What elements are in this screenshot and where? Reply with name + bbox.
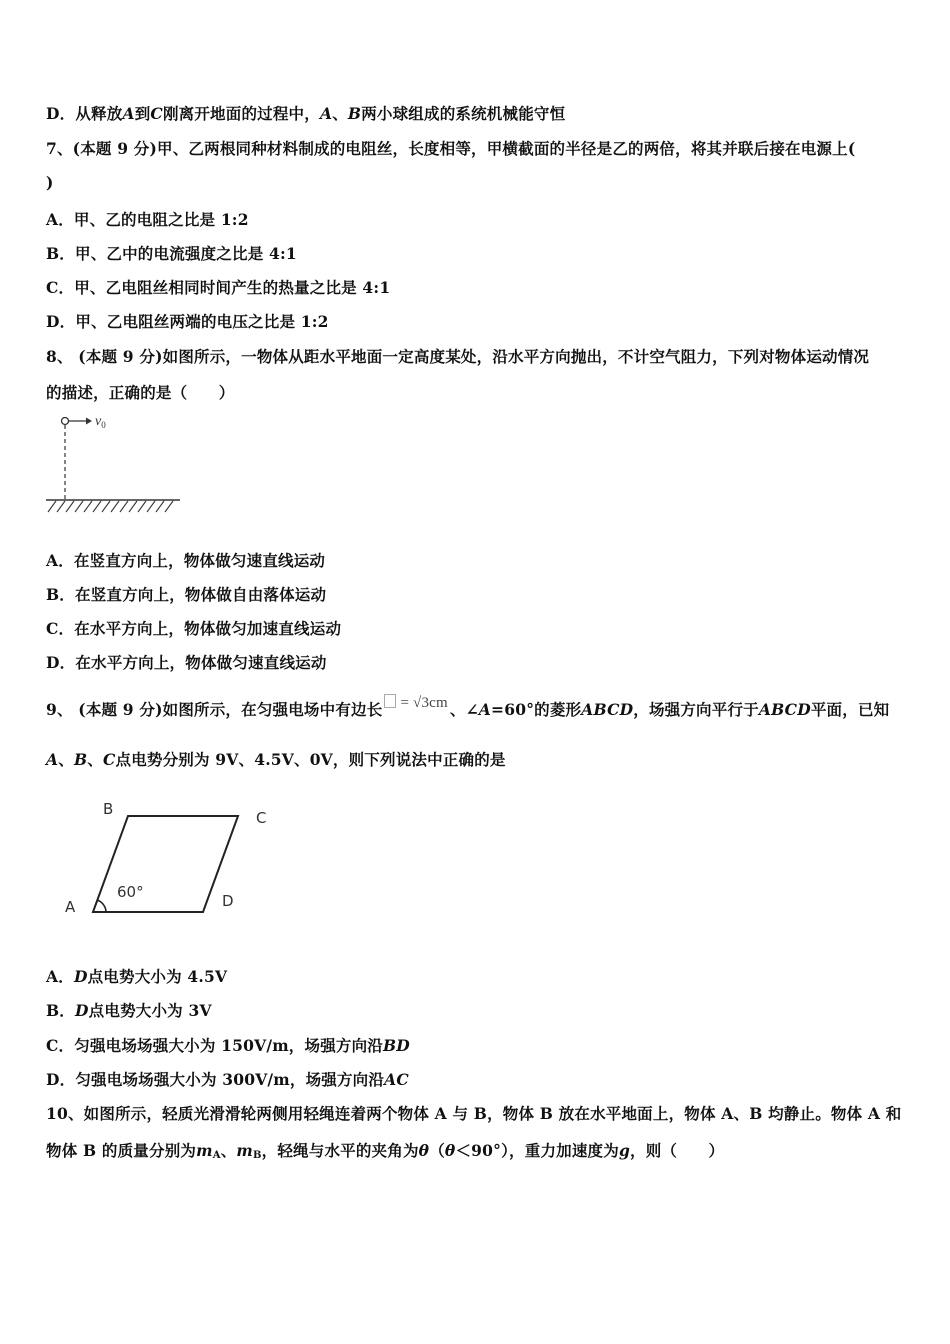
q9-stem-text: =60°的菱形	[491, 700, 582, 719]
velocity-arrowhead	[86, 418, 92, 425]
q7-stem-line1: 7、(本题 9 分)甲、乙两根同种材料制成的电阻丝，长度相等，甲横截面的半径是乙的两倍，将其并联后接在电源上(	[46, 139, 856, 158]
q9-stem-text: 平面，已知	[810, 700, 890, 719]
q8-stem-line1: 8、 (本题 9 分)如图所示，一物体从距水平地面一定高度某处，沿水平方向抛出，不计空气阻力，下列对物体运动情况	[46, 347, 870, 366]
q9-stem-line1	[46, 695, 890, 720]
subscript-a: A	[212, 1150, 221, 1161]
var-b: B	[73, 750, 88, 769]
q6-option-d-text: 两小球组成的系统机械能守恒	[361, 104, 566, 123]
vertex-label-a: A	[65, 898, 76, 916]
var-c: C	[150, 104, 163, 123]
q10-stem-text: 、	[220, 1141, 237, 1160]
q9-stem-text: ，场强方向平行于	[633, 700, 759, 719]
var-a: A	[319, 104, 333, 123]
option-prefix: B．	[46, 1001, 76, 1020]
q7-option-b: B．甲、乙中的电流强度之比是 4:1	[46, 244, 297, 263]
q6-option-d	[46, 102, 565, 124]
option-text: 匀强电场场强大小为 150V/m，场强方向沿	[74, 1036, 383, 1055]
var-abcd: ABCD	[758, 700, 811, 719]
var-d: D	[73, 967, 88, 986]
var-g: g	[618, 1141, 630, 1160]
subscript-b: B	[253, 1150, 262, 1161]
ground-hatching	[48, 501, 173, 512]
q7-option-d: D．甲、乙电阻丝两端的电压之比是 1:2	[46, 312, 329, 331]
var-b: B	[347, 104, 362, 123]
option-prefix: C．	[46, 1036, 75, 1055]
var-abcd: ABCD	[581, 700, 634, 719]
q10-stem-text: ，轻绳与水平的夹角为	[261, 1141, 419, 1160]
q10-stem-text: （	[429, 1141, 445, 1160]
velocity-label: $v_0$	[95, 414, 106, 430]
q8-option-a: A．在竖直方向上，物体做匀速直线运动	[46, 551, 326, 570]
vertex-label-d: D	[222, 892, 234, 910]
q7-option-a: A．甲、乙的电阻之比是 1:2	[46, 210, 249, 229]
var-theta: θ	[418, 1141, 430, 1160]
q6-option-d-text: 到	[134, 104, 151, 123]
rhombus-abcd	[93, 816, 238, 912]
projectile-object	[62, 418, 69, 425]
q8-option-b: B．在竖直方向上，物体做自由落体运动	[46, 585, 327, 604]
var-theta: θ	[444, 1141, 456, 1160]
q9-stem-text: 、	[58, 750, 74, 769]
q10-stem-line2	[46, 1139, 724, 1161]
var-ac: AC	[384, 1070, 409, 1089]
q9-option-b	[46, 999, 212, 1021]
q10-stem-text: 物体 B 的质量分别为	[46, 1141, 197, 1160]
var-a: A	[46, 750, 59, 769]
q8-option-d: D．在水平方向上，物体做匀速直线运动	[46, 653, 327, 672]
q9-option-d	[46, 1068, 409, 1090]
q10-stem-text: ＜90°），重力加速度为	[455, 1141, 619, 1160]
q9-stem-text: 9、 (本题 9 分)如图所示，在匀强电场中有边长	[46, 700, 383, 719]
q9-stem-text: 、	[87, 750, 103, 769]
projectile-figure	[44, 408, 184, 518]
formula-placeholder-box	[384, 694, 396, 708]
rhombus-figure	[55, 795, 285, 930]
q7-option-c: C．甲、乙电阻丝相同时间产生的热量之比是 4:1	[46, 278, 391, 297]
q9-option-c	[46, 1034, 410, 1056]
option-prefix: D．	[46, 1070, 76, 1089]
formula-text: = √3cm	[400, 695, 448, 711]
q8-stem-line2: 的描述，正确的是（ ）	[46, 383, 235, 402]
option-prefix: A．	[46, 967, 74, 986]
q9-stem-line2	[46, 748, 506, 770]
var-a: A	[122, 104, 135, 123]
vertex-label-c: C	[256, 809, 267, 827]
q6-option-d-text: 、	[332, 104, 348, 123]
var-c: C	[102, 750, 116, 769]
var-m: m	[196, 1141, 213, 1160]
q10-stem-line1: 10、如图所示，轻质光滑滑轮两侧用轻绳连着两个物体 A 与 B，物体 B 放在水平地面上，物体 A、B 均静止。物体 A 和	[46, 1104, 902, 1123]
q7-stem-line2: )	[46, 173, 54, 192]
option-text: 点电势大小为 4.5V	[87, 967, 228, 986]
side-length-formula	[382, 695, 449, 711]
option-text: 点电势大小为 3V	[88, 1001, 212, 1020]
var-bd: BD	[383, 1036, 410, 1055]
q6-option-d-text: 刚离开地面的过程中，	[162, 104, 320, 123]
q9-stem-text: 点电势分别为 9V、4.5V、0V，则下列说法中正确的是	[115, 750, 506, 769]
angle-label: 60°	[117, 883, 144, 901]
var-m: m	[236, 1141, 253, 1160]
var-a: A	[478, 700, 492, 719]
var-d: D	[75, 1001, 89, 1020]
q8-option-c: C．在水平方向上，物体做匀加速直线运动	[46, 619, 342, 638]
q9-option-a	[46, 965, 227, 987]
q9-stem-text: 、∠	[449, 700, 479, 719]
q6-option-d-text: D．从释放	[46, 104, 123, 123]
vertex-label-b: B	[103, 800, 114, 818]
option-text: 匀强电场场强大小为 300V/m，场强方向沿	[75, 1070, 385, 1089]
q10-stem-text: ，则（ ）	[630, 1141, 725, 1160]
angle-arc	[97, 900, 106, 912]
